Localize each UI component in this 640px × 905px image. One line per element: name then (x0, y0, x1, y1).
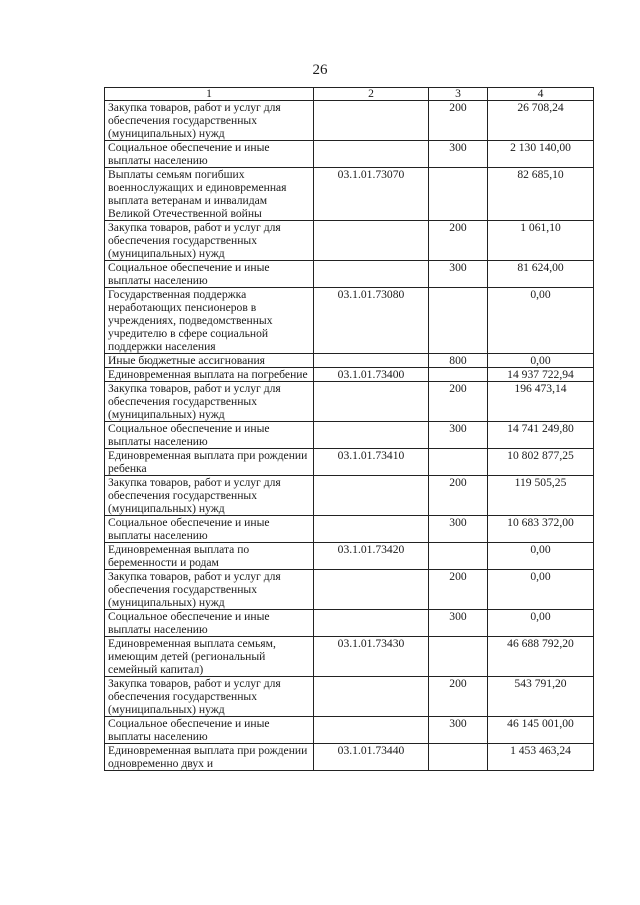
cell-code: 03.1.01.73420 (314, 543, 429, 570)
cell-kvr: 200 (429, 382, 488, 422)
table-row (105, 354, 594, 368)
cell-kvr: 300 (429, 610, 488, 637)
cell-kvr: 200 (429, 101, 488, 141)
cell-code: 03.1.01.73080 (314, 288, 429, 354)
cell-code (314, 570, 429, 610)
table-row (105, 288, 594, 354)
table-row (105, 744, 594, 771)
cell-code: 03.1.01.73430 (314, 637, 429, 677)
cell-name: Единовременная выплата при рождении ребенка (105, 449, 314, 476)
table-row (105, 422, 594, 449)
cell-amount: 46 688 792,20 (488, 637, 594, 677)
cell-amount: 1 061,10 (488, 221, 594, 261)
cell-code (314, 221, 429, 261)
cell-name: Единовременная выплата на погребение (105, 368, 314, 382)
cell-amount: 14 741 249,80 (488, 422, 594, 449)
cell-kvr: 300 (429, 422, 488, 449)
cell-kvr (429, 543, 488, 570)
cell-code (314, 677, 429, 717)
table-row (105, 677, 594, 717)
header-row (105, 88, 594, 101)
table-row (105, 101, 594, 141)
cell-name: Социальное обеспечение и иные выплаты населению (105, 610, 314, 637)
cell-code (314, 101, 429, 141)
cell-amount: 1 453 463,24 (488, 744, 594, 771)
cell-name: Социальное обеспечение и иные выплаты населению (105, 516, 314, 543)
cell-code: 03.1.01.73070 (314, 168, 429, 221)
cell-kvr: 800 (429, 354, 488, 368)
cell-code (314, 141, 429, 168)
cell-kvr (429, 168, 488, 221)
cell-code: 03.1.01.73410 (314, 449, 429, 476)
cell-name: Единовременная выплата семьям, имеющим детей (региональный семейный капитал) (105, 637, 314, 677)
cell-kvr (429, 637, 488, 677)
cell-amount: 0,00 (488, 570, 594, 610)
cell-name: Иные бюджетные ассигнования (105, 354, 314, 368)
budget-table (104, 87, 594, 771)
cell-name: Выплаты семьям погибших военнослужащих и единовременная выплата ветеранам и инвалидам Великой Отечественной войны (105, 168, 314, 221)
cell-code (314, 422, 429, 449)
table-row (105, 449, 594, 476)
cell-kvr: 300 (429, 141, 488, 168)
table-row (105, 168, 594, 221)
cell-code (314, 610, 429, 637)
cell-amount: 543 791,20 (488, 677, 594, 717)
cell-name: Социальное обеспечение и иные выплаты населению (105, 141, 314, 168)
cell-kvr: 300 (429, 261, 488, 288)
cell-code (314, 717, 429, 744)
cell-name: Социальное обеспечение и иные выплаты населению (105, 422, 314, 449)
cell-code (314, 382, 429, 422)
table-row (105, 717, 594, 744)
table-row (105, 516, 594, 543)
page-number: 26 (312, 62, 328, 78)
cell-kvr: 200 (429, 221, 488, 261)
cell-name: Закупка товаров, работ и услуг для обеспечения государственных (муниципальных) нужд (105, 382, 314, 422)
column-header: 4 (488, 88, 594, 101)
cell-code (314, 476, 429, 516)
cell-amount: 10 683 372,00 (488, 516, 594, 543)
cell-amount: 26 708,24 (488, 101, 594, 141)
cell-code (314, 516, 429, 543)
cell-name: Социальное обеспечение и иные выплаты населению (105, 261, 314, 288)
table-row (105, 221, 594, 261)
cell-name: Единовременная выплата по беременности и родам (105, 543, 314, 570)
cell-amount: 2 130 140,00 (488, 141, 594, 168)
cell-code: 03.1.01.73400 (314, 368, 429, 382)
table-row (105, 570, 594, 610)
cell-amount: 0,00 (488, 610, 594, 637)
cell-name: Закупка товаров, работ и услуг для обеспечения государственных (муниципальных) нужд (105, 101, 314, 141)
cell-code: 03.1.01.73440 (314, 744, 429, 771)
column-header: 1 (105, 88, 314, 101)
cell-amount: 0,00 (488, 288, 594, 354)
cell-amount: 81 624,00 (488, 261, 594, 288)
cell-name: Закупка товаров, работ и услуг для обеспечения государственных (муниципальных) нужд (105, 570, 314, 610)
table-row (105, 543, 594, 570)
table-row (105, 141, 594, 168)
table-row (105, 610, 594, 637)
cell-kvr: 200 (429, 677, 488, 717)
table-row (105, 637, 594, 677)
cell-name: Закупка товаров, работ и услуг для обеспечения государственных (муниципальных) нужд (105, 677, 314, 717)
cell-amount: 14 937 722,94 (488, 368, 594, 382)
cell-amount: 0,00 (488, 543, 594, 570)
cell-kvr: 200 (429, 570, 488, 610)
cell-name: Единовременная выплата при рождении одновременно двух и (105, 744, 314, 771)
cell-kvr (429, 744, 488, 771)
column-header: 2 (314, 88, 429, 101)
cell-code (314, 354, 429, 368)
table-row (105, 382, 594, 422)
cell-amount: 196 473,14 (488, 382, 594, 422)
table-row (105, 261, 594, 288)
cell-amount: 10 802 877,25 (488, 449, 594, 476)
cell-amount: 0,00 (488, 354, 594, 368)
cell-kvr (429, 449, 488, 476)
cell-amount: 46 145 001,00 (488, 717, 594, 744)
table-row (105, 368, 594, 382)
cell-kvr: 300 (429, 516, 488, 543)
cell-name: Государственная поддержка неработающих пенсионеров в учреждениях, подведомственных учредителю в сфере социальной поддержки населения (105, 288, 314, 354)
column-header: 3 (429, 88, 488, 101)
cell-kvr: 200 (429, 476, 488, 516)
cell-kvr: 300 (429, 717, 488, 744)
cell-name: Закупка товаров, работ и услуг для обеспечения государственных (муниципальных) нужд (105, 476, 314, 516)
cell-amount: 119 505,25 (488, 476, 594, 516)
table-row (105, 476, 594, 516)
cell-code (314, 261, 429, 288)
cell-amount: 82 685,10 (488, 168, 594, 221)
cell-kvr (429, 368, 488, 382)
cell-name: Социальное обеспечение и иные выплаты населению (105, 717, 314, 744)
cell-kvr (429, 288, 488, 354)
cell-name: Закупка товаров, работ и услуг для обеспечения государственных (муниципальных) нужд (105, 221, 314, 261)
